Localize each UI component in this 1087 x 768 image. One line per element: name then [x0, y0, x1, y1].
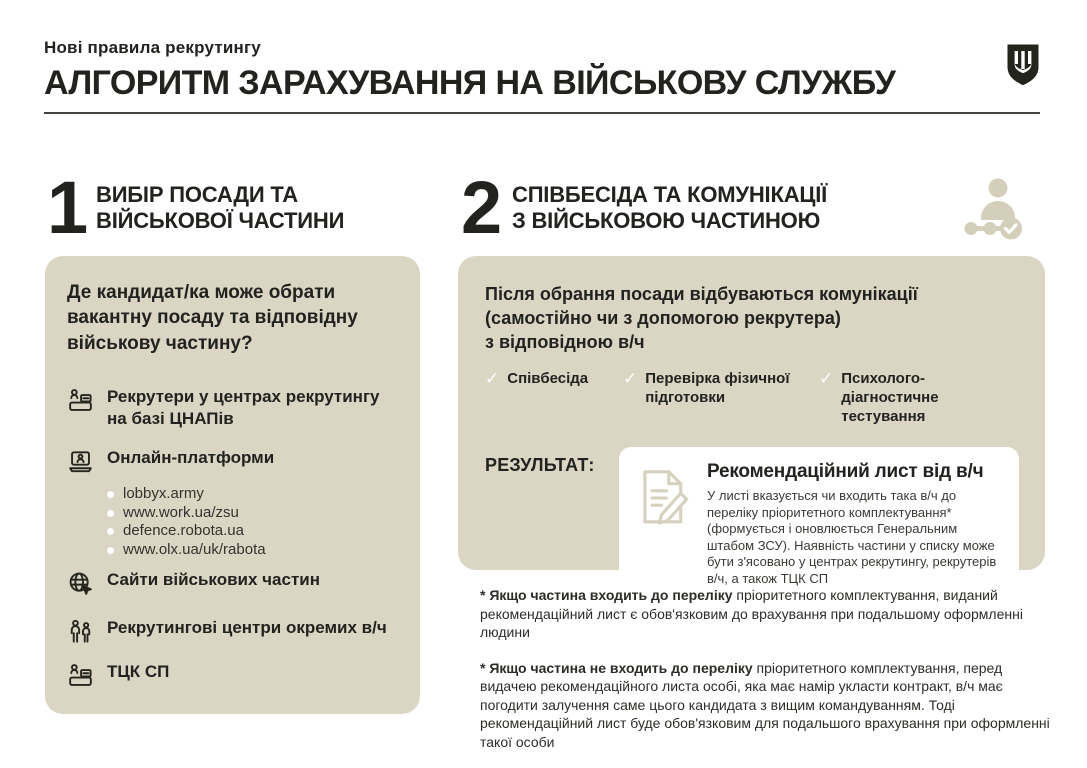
footnote-non-priority-list: * Якщо частина не входить до переліку пріоритетного комплектування, перед видачею рекомендаційного листа особі, яка має намір укласти контракт, в/ч має погодити залучення саме цього кандидата з вищим командуванням. Тоді рекомендаційний лист буде обов'язковим для подальшого врахування при оформленні такої особи	[480, 659, 1050, 750]
list-item-label: Рекрутингові центри окремих в/ч	[107, 618, 387, 638]
link-item: www.olx.ua/uk/rabota	[107, 541, 398, 560]
card-title: Рекомендаційний лист від в/ч	[707, 461, 984, 482]
check-row	[485, 369, 1019, 426]
list-item-label: Сайти військових частин	[107, 570, 320, 590]
list-item-label: Рекрутери у центрах рекрутингу на базі ЦНАПів	[107, 386, 380, 428]
reception-desk-icon	[67, 662, 94, 689]
online-platform-links	[107, 485, 398, 559]
step2-number: 2	[461, 166, 501, 249]
step1-question: Де кандидат/ка може обрати вакантну посаду та відповідну військову частину?	[67, 282, 358, 354]
page-title: АЛГОРИТМ ЗАРАХУВАННЯ НА ВІЙСЬКОВУ СЛУЖБУ	[44, 64, 896, 102]
list-item-unit-recruiting-centers	[67, 617, 398, 645]
check-item-psych-test: ✓ Психолого-діагностичне тестування	[819, 369, 939, 425]
link-item: lobbyx.army	[107, 485, 398, 504]
list-item-label: ТЦК СП	[107, 662, 170, 682]
bullet-dot	[107, 528, 114, 535]
header-divider	[44, 112, 1040, 114]
list-item-unit-sites	[67, 569, 398, 597]
list-item-online-platforms	[67, 447, 398, 475]
two-people-icon	[67, 618, 94, 645]
check-icon: ✓	[623, 369, 638, 388]
recommendation-letter-card	[619, 447, 1019, 599]
bullet-dot	[107, 547, 114, 554]
header-kicker: Нові правила рекрутингу	[44, 38, 261, 57]
footnotes	[480, 586, 1058, 768]
step2-title: СПІВБЕСІДА ТА КОМУНІКАЦІЇ З ВІЙСЬКОВОЮ ЧАСТИНОЮ	[512, 182, 828, 233]
step1-panel	[45, 256, 420, 714]
globe-cursor-icon	[67, 570, 94, 597]
bullet-dot	[107, 510, 114, 517]
check-item-interview: ✓ Співбесіда	[485, 369, 623, 426]
step2-intro: Після обрання посади відбуваються комунікації (самостійно чи з допомогою рекрутера) з відповідною в/ч	[485, 284, 918, 352]
step2-panel	[458, 256, 1045, 586]
check-item-physical-test: ✓ Перевірка фізичної підготовки	[623, 369, 819, 426]
document-pen-icon	[635, 467, 693, 587]
footnote-priority-list: * Якщо частина входить до переліку пріоритетного комплектування, виданий рекомендаційний лист є обов'язковим до врахування при подальшому оформленні людини	[480, 587, 1023, 640]
card-body: У листі вказується чи входить така в/ч до переліку пріоритетного комплектування* (формується і оновлюється Генеральним штабом ЗСУ). Наявність частини у списку може бути з'ясовано у центрах рекрутингу, рекрутерів в/ч, а також ТЦК СП	[707, 488, 997, 586]
step1-title: ВИБІР ПОСАДИ ТА ВІЙСЬКОВОЇ ЧАСТИНИ	[96, 182, 345, 233]
person-network-check-icon	[958, 176, 1032, 246]
link-item: www.work.ua/zsu	[107, 504, 398, 523]
step1-number: 1	[47, 166, 87, 249]
list-item-tck-sp	[67, 661, 398, 689]
laptop-user-icon	[67, 448, 94, 475]
check-icon: ✓	[819, 369, 834, 388]
list-item-label: Онлайн-платформи	[107, 448, 275, 468]
link-item: defence.robota.ua	[107, 522, 398, 541]
card-text	[707, 461, 1001, 587]
check-icon: ✓	[485, 369, 500, 388]
trident-shield-icon	[1006, 42, 1040, 88]
list-item-recruiters-cnap	[67, 386, 398, 430]
bullet-dot	[107, 491, 114, 498]
result-label: РЕЗУЛЬТАТ:	[485, 455, 595, 475]
result-row	[485, 447, 1019, 599]
reception-desk-icon	[67, 387, 94, 414]
